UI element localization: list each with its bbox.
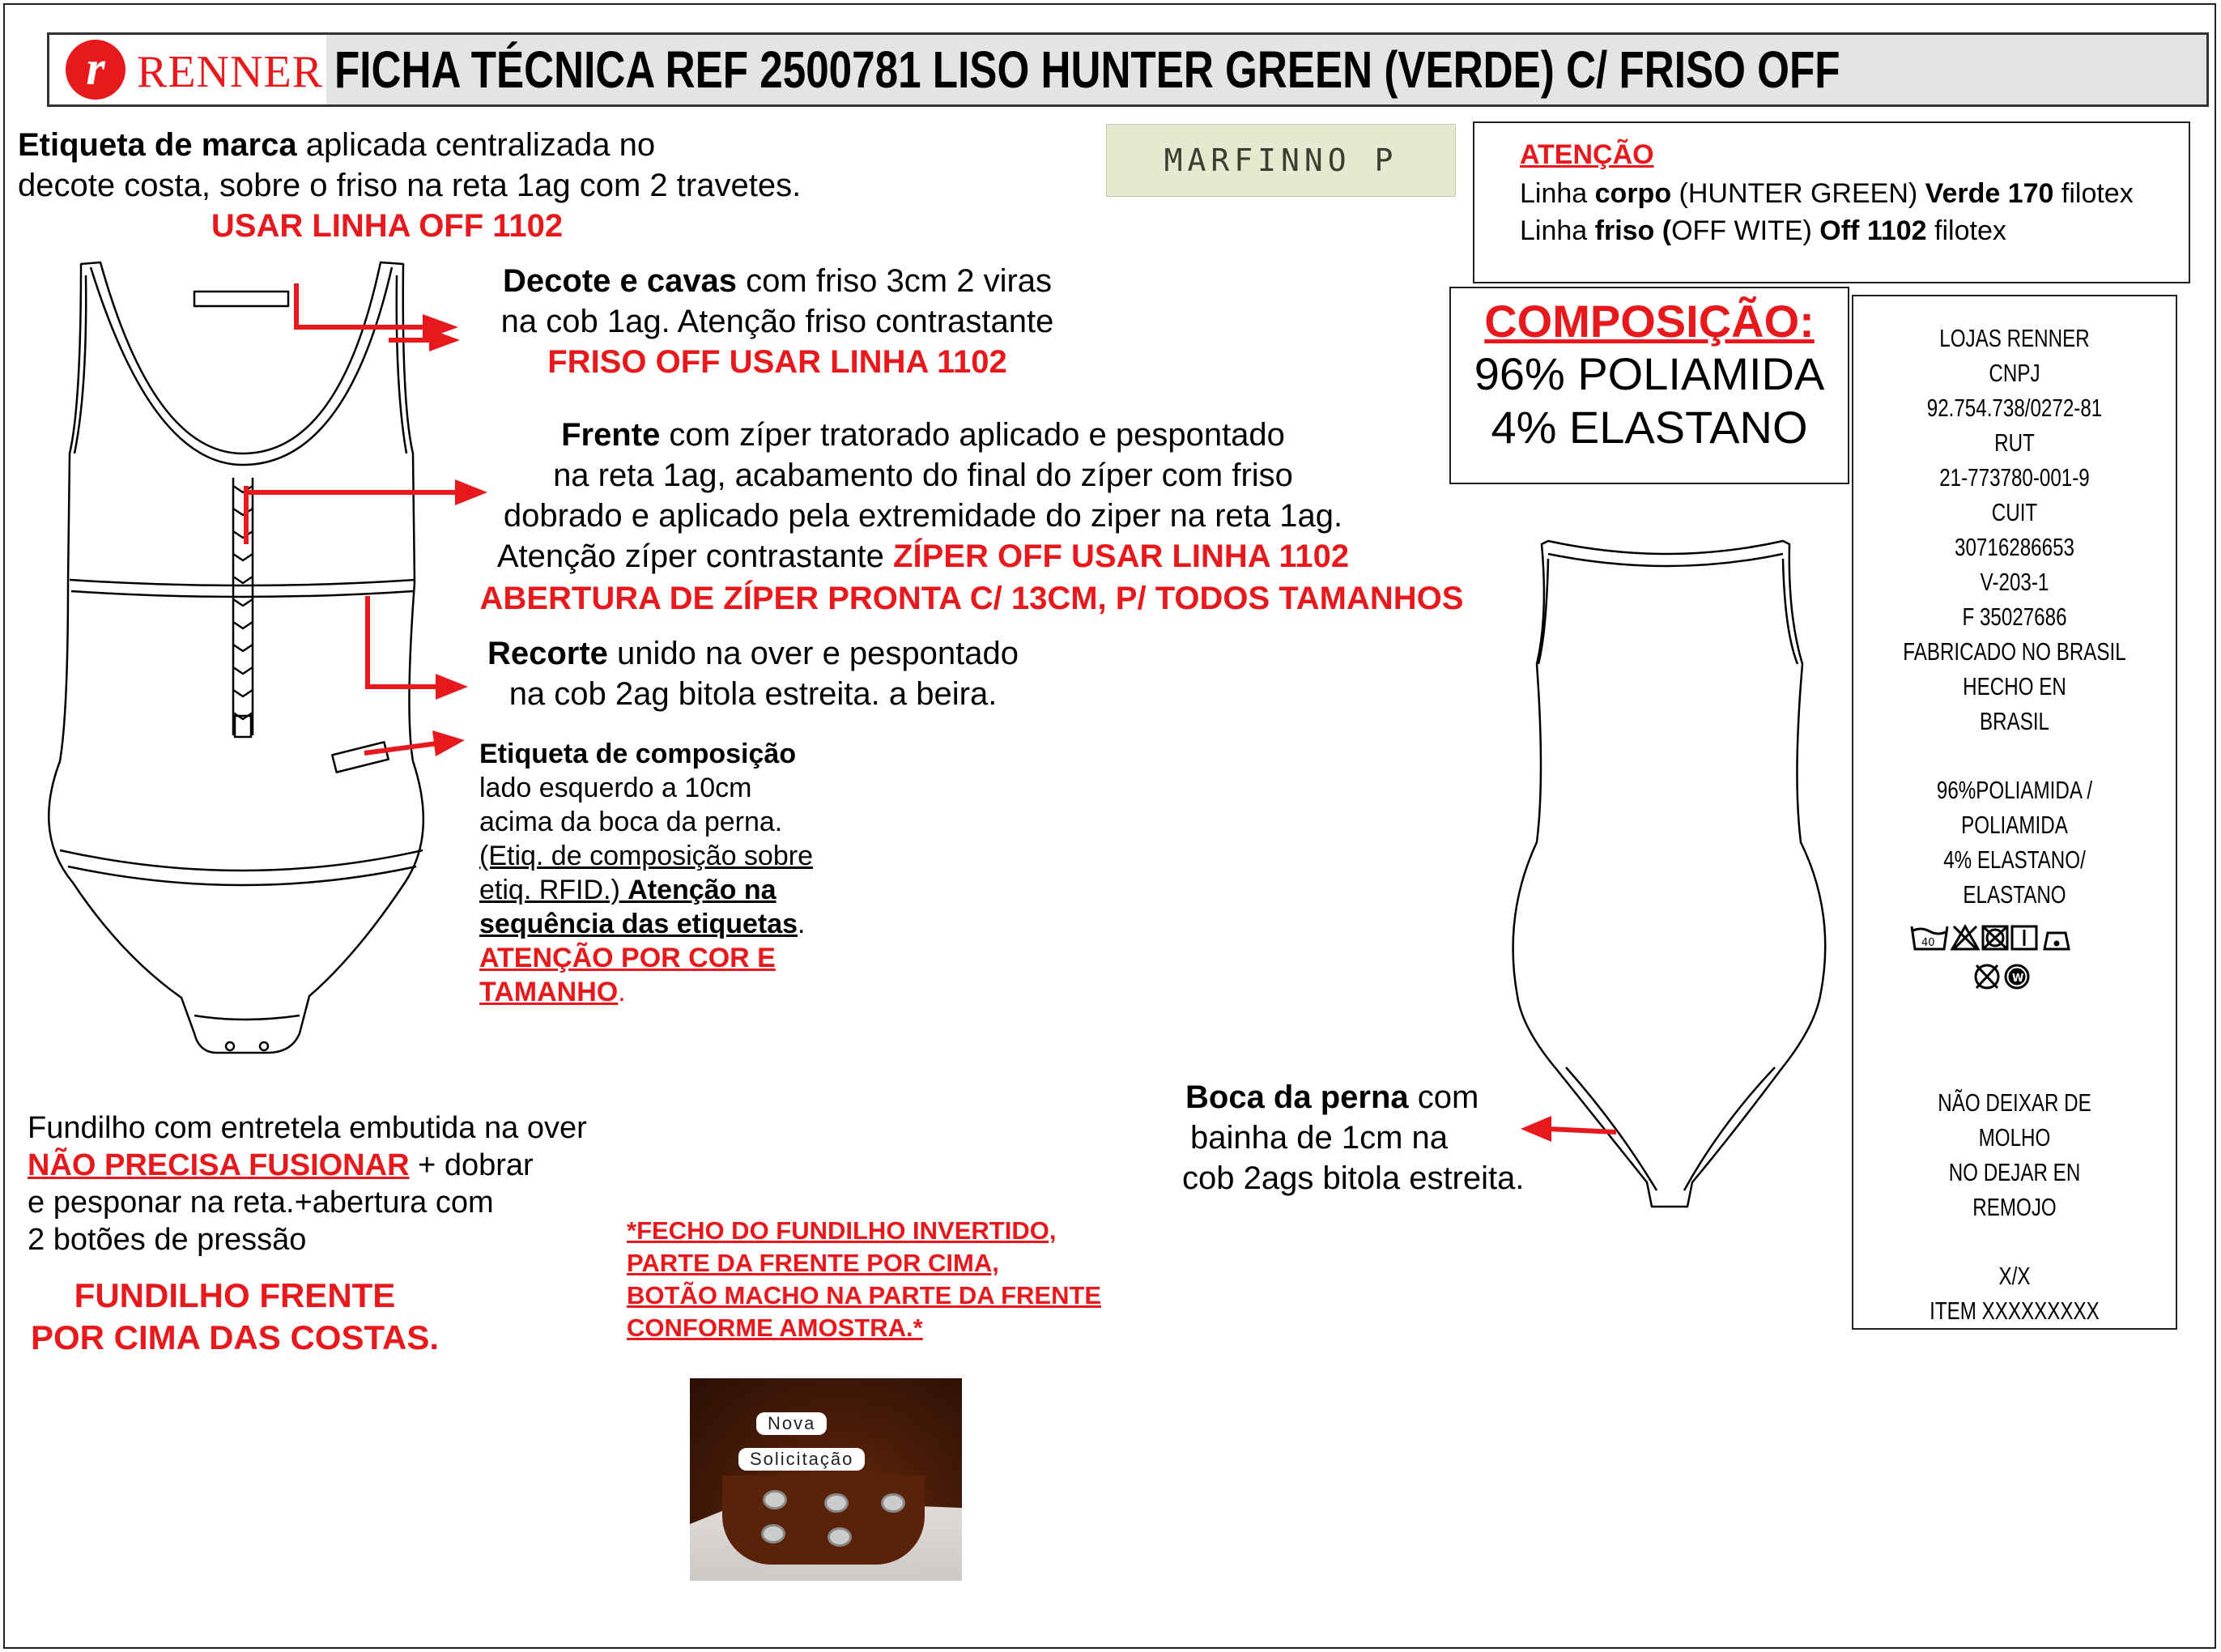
closure-note (627, 1215, 1101, 1344)
attn-l1-b: corpo (1594, 178, 1672, 209)
closure-line: CONFORME AMOSTRA.* (627, 1314, 923, 1342)
cutout-line2: na cob 2ag bitola estreita. a beira. (508, 676, 998, 712)
brand-logo-mark: r (66, 40, 126, 100)
care-line: MOLHO (1978, 1123, 2051, 1152)
care-line: ELASTANO (1963, 880, 2066, 909)
front-line4-red: ZÍPER OFF USAR LINHA 1102 (893, 539, 1350, 574)
composition-line2: 4% ELASTANO (1491, 402, 1808, 453)
sequence-dot: . (798, 909, 806, 939)
closure-line: PARTE DA FRENTE POR CIMA, (627, 1249, 999, 1277)
composition-label-red1: ATENÇÃO POR COR E (479, 943, 776, 973)
front-bold: Frente (561, 417, 661, 453)
gusset-line3: e pesponar na reta.+abertura com (28, 1186, 494, 1220)
attn-l1-d: Verde 170 (1925, 178, 2054, 209)
front-line3: dobrado e aplicado pela extremidade do ziper na reta 1ag. (503, 498, 1343, 534)
size-dot: . (618, 977, 626, 1007)
composition-label-line: acima da boca da perna. (479, 807, 783, 837)
brand-label-line1: aplicada centralizada no (296, 127, 656, 163)
care-line: V-203-1 (1980, 568, 2049, 596)
gusset-red2: POR CIMA DAS COSTAS. (30, 1318, 440, 1356)
leg-line3: cob 2ags bitola estreita. (1182, 1160, 1525, 1196)
neckline-thread-note: FRISO OFF USAR LINHA 1102 (547, 344, 1007, 380)
gusset-red-note (16, 1275, 453, 1359)
snap-button-icon (828, 1527, 852, 1547)
neckline-line1-rest: com friso 3cm 2 viras (737, 263, 1053, 299)
care-line: 30716286653 (1955, 533, 2074, 561)
care-line: F 35027686 (1962, 602, 2067, 631)
care-line: LOJAS RENNER (1939, 324, 2090, 352)
sequence-text: sequência das etiquetas (479, 909, 798, 939)
cutout-bold: Recorte (487, 636, 608, 671)
brand-label-bold: Etiqueta de marca (18, 127, 297, 163)
neckline-line1 (372, 261, 1182, 301)
photo-label-new: Nova (756, 1412, 827, 1435)
composition-title: COMPOSIÇÃO: (1484, 296, 1815, 347)
leg-line2: bainha de 1cm na (1190, 1120, 1449, 1156)
care-line: FABRICADO NO BRASIL (1903, 637, 2126, 666)
attn-l2-c: OFF WITE) (1671, 215, 1820, 246)
neckline-bold: Decote e cavas (502, 263, 738, 299)
leg-line1 (1185, 1077, 1524, 1118)
attn-l2-a: Linha (1520, 215, 1595, 246)
snap-button-icon (761, 1524, 785, 1543)
gusset-line1: Fundilho com entretela embutida na over (28, 1111, 587, 1145)
attn-l2-b: friso ( (1594, 215, 1672, 246)
snap-button-icon (763, 1490, 787, 1509)
composition-label-sequence (479, 907, 813, 941)
front-line2: na reta 1ag, acabamento do final do zíper com friso (553, 458, 1293, 493)
photo-label-request: Solicitação (738, 1448, 865, 1471)
attn-l1-a: Linha (1520, 178, 1595, 209)
composition-label-red2 (479, 975, 813, 1009)
neckline-text (372, 261, 1182, 382)
care-line: 92.754.738/0272-81 (1926, 394, 2103, 422)
attn-l2-e: filotex (1926, 215, 2006, 246)
gusset-line2-rest: + dobrar (409, 1148, 534, 1182)
attention-title: ATENÇÃO (1520, 139, 1654, 170)
attn-l2-d: Off 1102 (1819, 215, 1927, 246)
care-line: NÃO DEIXAR DE (1938, 1088, 2091, 1117)
composition-label-rfid: (Etiq. de composição sobre (479, 841, 813, 871)
care-line: HECHO EN (1963, 672, 2066, 700)
care-line: POLIAMIDA (1961, 811, 2068, 839)
closure-line: BOTÃO MACHO NA PARTE DA FRENTE (627, 1281, 1102, 1309)
snap-button-icon (881, 1493, 905, 1513)
care-line: BRASIL (1979, 707, 2050, 735)
back-bodysuit-drawing (1513, 541, 1826, 1207)
gusset-line2 (28, 1147, 587, 1184)
svg-text:W: W (2012, 973, 2024, 985)
front-line4-black: Atenção zíper contrastante (496, 539, 894, 574)
composition-label-rfid2 (479, 873, 813, 907)
gusset-red1: FUNDILHO FRENTE (74, 1276, 396, 1314)
front-line4 (356, 536, 1490, 577)
gusset-sample-photo (690, 1378, 962, 1581)
front-line1-rest: com zíper tratorado aplicado e pespontado (660, 417, 1285, 453)
care-line: NO DEJAR EN (1948, 1158, 2081, 1186)
cutout-line1-rest: unido na over e pespontado (607, 636, 1019, 671)
photo-gusset (722, 1475, 925, 1565)
attn-l1-c: (HUNTER GREEN) (1671, 178, 1925, 209)
neckline-line2: na cob 1ag. Atenção friso contrastante (500, 304, 1054, 339)
gusset-line4: 2 botões de pressão (28, 1223, 307, 1257)
care-line: 96%POLIAMIDA / (1936, 776, 2093, 804)
composition-label-bold: Etiqueta de composição (479, 739, 797, 769)
brand-name: RENNER (137, 47, 323, 97)
care-line: ITEM XXXXXXXXX (1930, 1296, 2100, 1325)
size-text: TAMANHO (479, 977, 619, 1007)
care-line: X/X (1998, 1262, 2031, 1290)
attn-l1-e: filotex (2053, 178, 2134, 209)
front-zipper-text (356, 415, 1490, 577)
composition-label-line: lado esquerdo a 10cm (479, 773, 752, 803)
care-line: REMOJO (1972, 1193, 2057, 1221)
arrow-icon (1521, 1116, 1616, 1142)
cutout-line1 (429, 633, 1077, 674)
gusset-text (28, 1109, 587, 1258)
rfid-text: etiq. RFID.) (479, 875, 628, 905)
gusset-no-fuse: NÃO PRECISA FUSIONAR (28, 1148, 410, 1182)
leg-line1-rest: com (1408, 1079, 1479, 1115)
care-line: RUT (1994, 428, 2035, 457)
svg-text:40: 40 (1921, 937, 1935, 949)
care-line: CUIT (1991, 498, 2038, 526)
brand-label-line2: decote costa, sobre o friso na reta 1ag com 2 travetes. (18, 168, 802, 203)
attention-sequence: Atenção na (628, 875, 776, 905)
care-line: 4% ELASTANO/ (1943, 845, 2086, 874)
cutout-text (429, 633, 1077, 714)
page-title: FICHA TÉCNICA REF 2500781 LISO HUNTER GREEN (VERDE) C/ FRISO OFF (334, 40, 1840, 99)
front-line1 (356, 415, 1490, 455)
closure-line: *FECHO DO FUNDILHO INVERTIDO, (627, 1216, 1057, 1245)
composition-line1: 96% POLIAMIDA (1474, 348, 1825, 399)
care-line: CNPJ (1989, 359, 2040, 387)
brand-label-thread-note: USAR LINHA OFF 1102 (211, 208, 564, 244)
zipper-opening-note: ABERTURA DE ZÍPER PRONTA C/ 13CM, P/ TODOS TAMANHOS (479, 581, 1464, 616)
leg-opening-text (1182, 1077, 1525, 1199)
care-line: 21-773780-001-9 (1939, 463, 2090, 492)
composition-label-text (479, 737, 813, 1009)
snap-button-icon (824, 1493, 849, 1513)
brand-label-sample: MARFINNO P (1106, 124, 1456, 197)
leg-bold: Boca da perna (1185, 1079, 1409, 1115)
